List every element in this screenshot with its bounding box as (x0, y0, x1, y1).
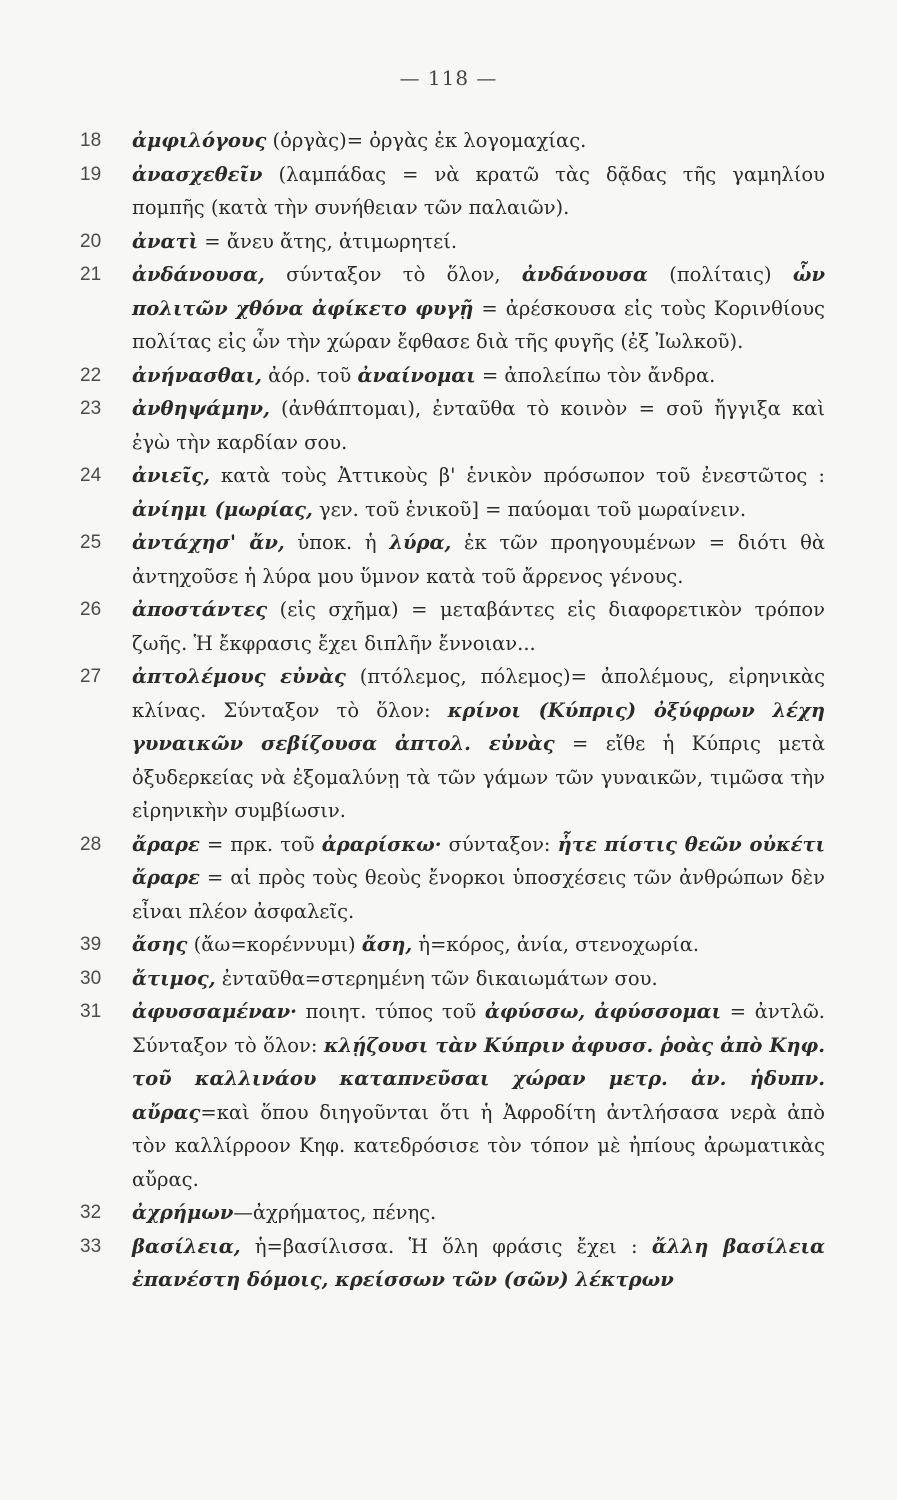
lemma-text: ἀνιεῖς, (132, 464, 210, 487)
note-number: 39 (80, 934, 102, 955)
gloss-text: ποιητ. τύπος τοῦ (296, 1000, 485, 1023)
gloss-text: = ἀρέσκουσα εἰς τοὺς Κορινθίους πολίτας εἰς ὧν τὴν χώραν ἔφθασε διὰ τῆς φυγῆς (ἐξ Ἰωλκοῦ). (132, 296, 825, 353)
lemma-text: ἀφύσσω, ἀφύσσομαι (484, 1000, 722, 1023)
lemma-text: ὧν πολιτῶν χθόνα ἀφίκετο φυγῇ (132, 263, 825, 320)
lemma-text: ἀνασχεθεῖν (132, 162, 263, 186)
note-number: 32 (80, 1202, 102, 1223)
gloss-text: (ὀργὰς)= ὀργὰς ἐκ λογομαχίας. (266, 129, 587, 152)
note-entry (80, 828, 825, 929)
notes-list (80, 124, 825, 1297)
gloss-text: (ἀνθάπτομαι), ἐνταῦθα τὸ κοινὸν = σοῦ ἤγγιξα καὶ ἐγὼ τὴν καρδίαν σου. (132, 397, 825, 454)
gloss-text: (ἄω=κορέννυμι) (187, 933, 362, 956)
note-number: 20 (80, 230, 102, 252)
lemma-text: ἀμφιλόγους (132, 129, 267, 152)
lemma-text: ἄλλη βασίλεια ἐπανέστη δόμοις, κρείσσων τῶν (σῶν) λέκτρων (132, 1234, 825, 1291)
gloss-text: γεν. τοῦ ἑνικοῦ] = παύομαι τοῦ μωραίνειν. (312, 497, 747, 521)
note-number: 30 (80, 967, 102, 989)
lemma-text: ἦτε πίστις θεῶν οὐκέτι ἄραρε (132, 832, 826, 889)
gloss-text: κατὰ τοὺς Ἀττικοὺς β' ἑνικὸν πρόσωπον τοῦ ἐνεστῶτος : (209, 464, 825, 487)
gloss-text: (εἰς σχῆμα) = μεταβάντες εἰς διαφορετικὸν τρόπον ζωῆς. Ἡ ἔκφρασις ἔχει διπλῆν ἔννοιαν... (132, 598, 825, 655)
note-entry (80, 962, 825, 996)
note-number: 19 (80, 163, 102, 185)
note-entry (80, 359, 825, 393)
note-number: 23 (80, 398, 102, 419)
gloss-text: ἐνταῦθα=στερημένη τῶν δικαιωμάτων σου. (215, 966, 658, 990)
gloss-text: σύνταξον: (441, 832, 558, 856)
gloss-text: ἐκ τῶν προηγουμένων = διότι θὰ ἀντηχοῦσε ἡ λύρα μου ὕμνον κατὰ τοῦ ἄρρενος γένους. (132, 531, 825, 588)
gloss-text: ὑποκ. ἡ (284, 531, 390, 554)
note-entry (80, 928, 825, 962)
page-number: — 118 — (399, 66, 498, 90)
lemma-text: ἄραρε (132, 832, 200, 856)
lemma-text: κλῄζουσι τὰν Κύπριν ἀφυσσ. ῥοὰς ἀπὸ Κηφ. τοῦ καλλινάου καταπνεῦσαι χώραν μετρ. ἀν. ἡδυπν. αὔρας (132, 1033, 825, 1124)
gloss-text: —ἀχρήματος, πένης. (233, 1201, 437, 1224)
note-number: 31 (80, 1001, 102, 1022)
note-number: 24 (80, 465, 102, 486)
lemma-text: ἀπτολέμους εὐνὰς (132, 665, 346, 688)
lemma-text: ἀνατὶ (132, 229, 199, 253)
gloss-text: = πρκ. τοῦ (199, 832, 322, 856)
note-entry (80, 526, 825, 593)
lemma-text: ἀραρίσκω· (321, 832, 442, 856)
note-entry (80, 995, 825, 1196)
gloss-text: = εἴθε ἡ Κύπρις μετὰ ὀξυδερκείας νὰ ἐξομαλύνῃ τὰ τῶν γάμων τῶν γυναικῶν, τιμῶσα τὴν εἰρηνικὴν συμβίωσιν. (132, 732, 826, 822)
lemma-text: κρίνοι (Κύπρις) ὀξύφρων λέχη γυναικῶν σεβίζουσα ἀπτολ. εὐνὰς (132, 698, 825, 755)
gloss-text: = ἄνευ ἄτης, ἀτιμωρητεί. (198, 229, 458, 253)
note-number: 26 (80, 599, 102, 620)
note-entry (80, 593, 825, 660)
lemma-text: ἄση, (361, 933, 413, 956)
gloss-text: (πολίταις) (647, 263, 793, 286)
gloss-text: (πτόλεμος, πόλεμος)= ἀπολέμους, εἰρηνικὰς κλίνας. Σύνταξον τὸ ὅλον: (132, 665, 825, 722)
note-number: 33 (80, 1235, 102, 1257)
lemma-text: ἀναίνομαι (357, 363, 476, 387)
note-number: 22 (80, 364, 102, 386)
note-entry (80, 1196, 825, 1230)
lemma-text: ἀνδάνουσα, (132, 263, 265, 286)
note-number: 18 (80, 130, 102, 151)
lemma-text: ἀφυσσαμέναν· (132, 1000, 297, 1023)
note-entry (80, 225, 825, 259)
note-number: 28 (80, 833, 102, 855)
note-number: 25 (80, 532, 102, 553)
note-number: 21 (80, 264, 102, 285)
note-number: 27 (80, 666, 102, 687)
gloss-text: (λαμπάδας = νὰ κρατῶ τὰς δᾷδας τῆς γαμηλίου πομπῆς (κατὰ τὴν συνήθειαν τῶν παλαιῶν). (132, 162, 825, 219)
lemma-text: ἀχρήμων (132, 1201, 234, 1224)
note-entry (80, 459, 825, 526)
gloss-text: ἀόρ. τοῦ (261, 363, 358, 387)
note-entry (80, 158, 825, 225)
gloss-text: ἡ=κόρος, ἀνία, στενοχωρία. (412, 933, 700, 956)
gloss-text: = ἀντλῶ. Σύνταξον τὸ ὅλον: (132, 1000, 825, 1057)
lemma-text: ἀντάχησ' ἄν, (132, 531, 285, 554)
gloss-text: σύνταξον τὸ ὅλον, (264, 263, 522, 286)
gloss-text: ἡ=βασίλισσα. Ἡ ὅλη φράσις ἔχει : (240, 1234, 652, 1258)
note-entry (80, 392, 825, 459)
lemma-text: ἄτιμος, (132, 966, 216, 990)
lemma-text: ἀνήνασθαι, (132, 363, 262, 387)
note-entry (80, 258, 825, 359)
lemma-text: ἄσης (132, 933, 188, 956)
lemma-text: ἀνίημι (μωρίας, (132, 497, 313, 521)
lemma-text: ἀνθηψάμην, (132, 397, 270, 420)
note-entry (80, 660, 825, 828)
note-entry (80, 1230, 825, 1297)
lemma-text: ἀποστάντες (132, 598, 268, 621)
lemma-text: λύρα, (389, 531, 452, 554)
lemma-text: ἀνδάνουσα (521, 263, 648, 286)
gloss-text: =καὶ ὅπου διηγοῦνται ὅτι ἡ Ἀφροδίτη ἀντλήσασα νερὰ ἀπὸ τὸν καλλίρροον Κηφ. κατεδρόσισε τὸν τόπον μὲ ἠπίους ἀρωματικὰς αὔρας. (132, 1100, 825, 1191)
gloss-text: = αἱ πρὸς τοὺς θεοὺς ἔνορκοι ὑποσχέσεις τῶν ἀνθρώπων δὲν εἶναι πλέον ἀσφαλεῖς. (132, 866, 825, 923)
gloss-text: = ἀπολείπω τὸν ἄνδρα. (475, 363, 716, 387)
note-entry (80, 124, 825, 158)
lemma-text: βασίλεια, (132, 1234, 241, 1258)
